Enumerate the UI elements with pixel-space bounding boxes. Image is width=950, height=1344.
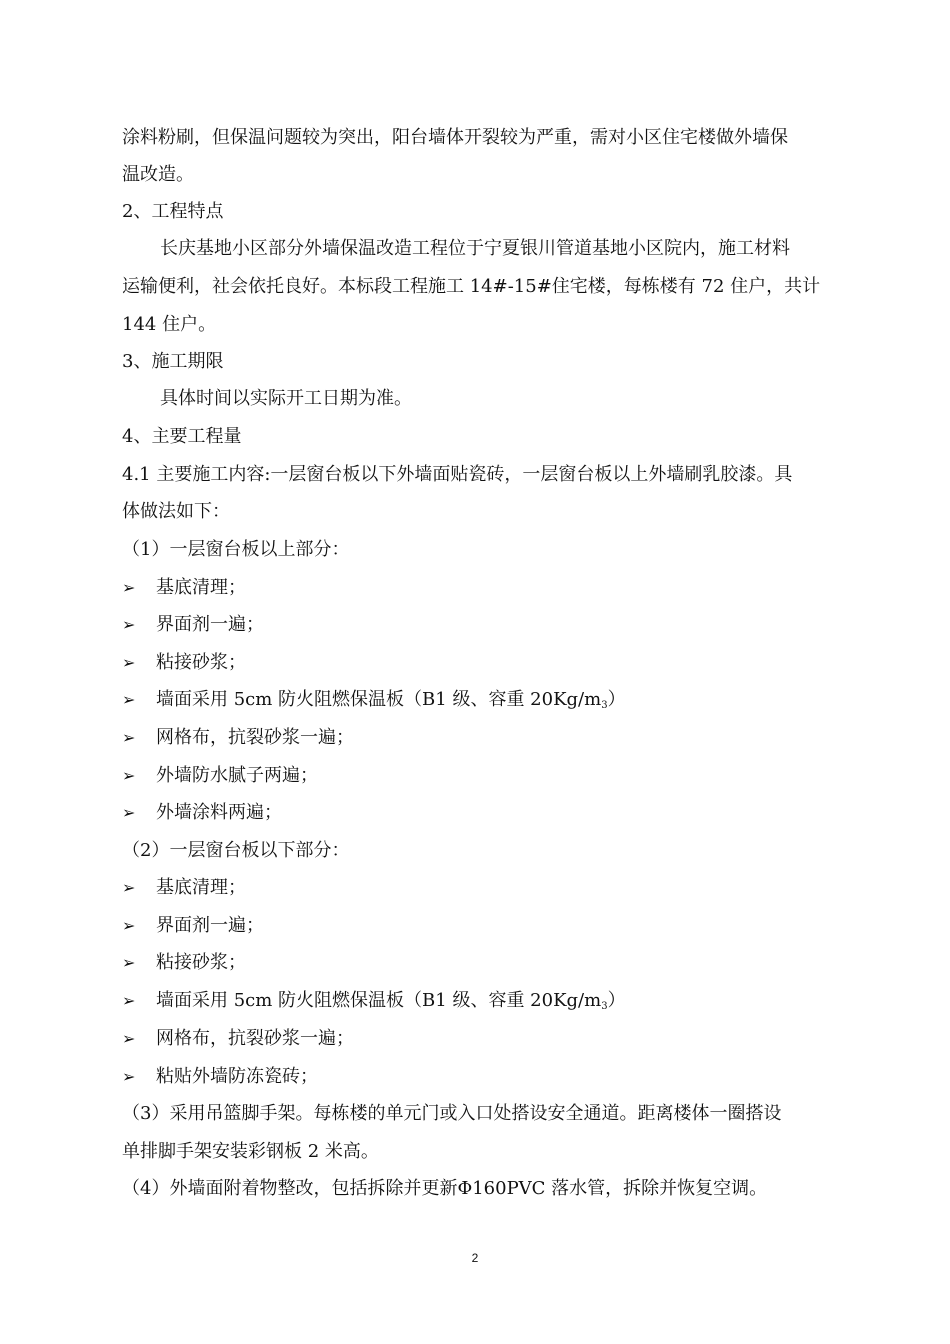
list-item: ➢ 网格布，抗裂砂浆一遍； — [122, 727, 354, 748]
list-item: ➢ 外墙涂料两遍； — [122, 802, 282, 823]
list-item: ➢ 网格布，抗裂砂浆一遍； — [122, 1028, 354, 1049]
list-item: ➢ 外墙防水腻子两遍； — [122, 765, 318, 786]
paragraph-line: （3）采用吊篮脚手架。每栋楼的单元门或入口处搭设安全通道。距离楼体一圈搭设 — [122, 1103, 782, 1124]
arrow-bullet-icon: ➢ — [122, 878, 136, 897]
page-number: 2 — [471, 1251, 479, 1265]
arrow-bullet-icon: ➢ — [122, 728, 136, 747]
list-item: ➢ 粘贴外墙防冻瓷砖； — [122, 1066, 318, 1087]
section-heading: 4、主要工程量 — [122, 426, 242, 447]
arrow-bullet-icon: ➢ — [122, 766, 136, 785]
section-heading: 3、施工期限 — [122, 351, 224, 372]
arrow-bullet-icon: ➢ — [122, 953, 136, 972]
list-item: ➢ 粘接砂浆； — [122, 952, 246, 973]
paragraph-line: 运输便利，社会依托良好。本标段工程施工 14#-15#住宅楼，每栋楼有 72 住户，共计 — [122, 276, 821, 297]
paragraph-line: 温改造。 — [122, 164, 194, 185]
paragraph-line: （4）外墙面附着物整改，包括拆除并更新Φ160PVC 落水管，拆除并恢复空调。 — [122, 1178, 768, 1199]
list-item: ➢ 墙面采用 5cm 防火阻燃保温板（B1 级、容重 20Kg/m3） — [122, 990, 626, 1012]
arrow-bullet-icon: ➢ — [122, 653, 136, 672]
paragraph-line: 具体时间以实际开工日期为准。 — [160, 388, 412, 409]
arrow-bullet-icon: ➢ — [122, 803, 136, 822]
list-item: ➢ 界面剂一遍； — [122, 915, 264, 936]
paragraph-line: 单排脚手架安装彩钢板 2 米高。 — [122, 1141, 379, 1162]
paragraph-line: 4.1 主要施工内容:一层窗台板以下外墙面贴瓷砖，一层窗台板以上外墙刷乳胶漆。具 — [122, 464, 793, 485]
list-item: ➢ 基底清理； — [122, 877, 246, 898]
list-item: ➢ 基底清理； — [122, 577, 246, 598]
density-superscript: 3 — [601, 700, 608, 711]
arrow-bullet-icon: ➢ — [122, 1067, 136, 1086]
arrow-bullet-icon: ➢ — [122, 615, 136, 634]
paragraph-line: 体做法如下： — [122, 501, 230, 522]
arrow-bullet-icon: ➢ — [122, 578, 136, 597]
paragraph-line: 长庆基地小区部分外墙保温改造工程位于宁夏银川管道基地小区院内，施工材料 — [160, 238, 790, 259]
section-heading: 2、工程特点 — [122, 201, 224, 222]
arrow-bullet-icon: ➢ — [122, 991, 136, 1010]
list-item: ➢ 粘接砂浆； — [122, 652, 246, 673]
density-superscript: 3 — [601, 1001, 608, 1012]
arrow-bullet-icon: ➢ — [122, 1029, 136, 1048]
paragraph-line: 涂料粉刷，但保温问题较为突出，阳台墙体开裂较为严重，需对小区住宅楼做外墙保 — [122, 127, 788, 148]
list-item: ➢ 墙面采用 5cm 防火阻燃保温板（B1 级、容重 20Kg/m3） — [122, 689, 626, 711]
paragraph-line: 144 住户。 — [122, 314, 217, 335]
arrow-bullet-icon: ➢ — [122, 916, 136, 935]
subsection-title: （2）一层窗台板以下部分： — [122, 840, 350, 861]
subsection-title: （1）一层窗台板以上部分： — [122, 539, 350, 560]
list-item: ➢ 界面剂一遍； — [122, 614, 264, 635]
arrow-bullet-icon: ➢ — [122, 690, 136, 709]
